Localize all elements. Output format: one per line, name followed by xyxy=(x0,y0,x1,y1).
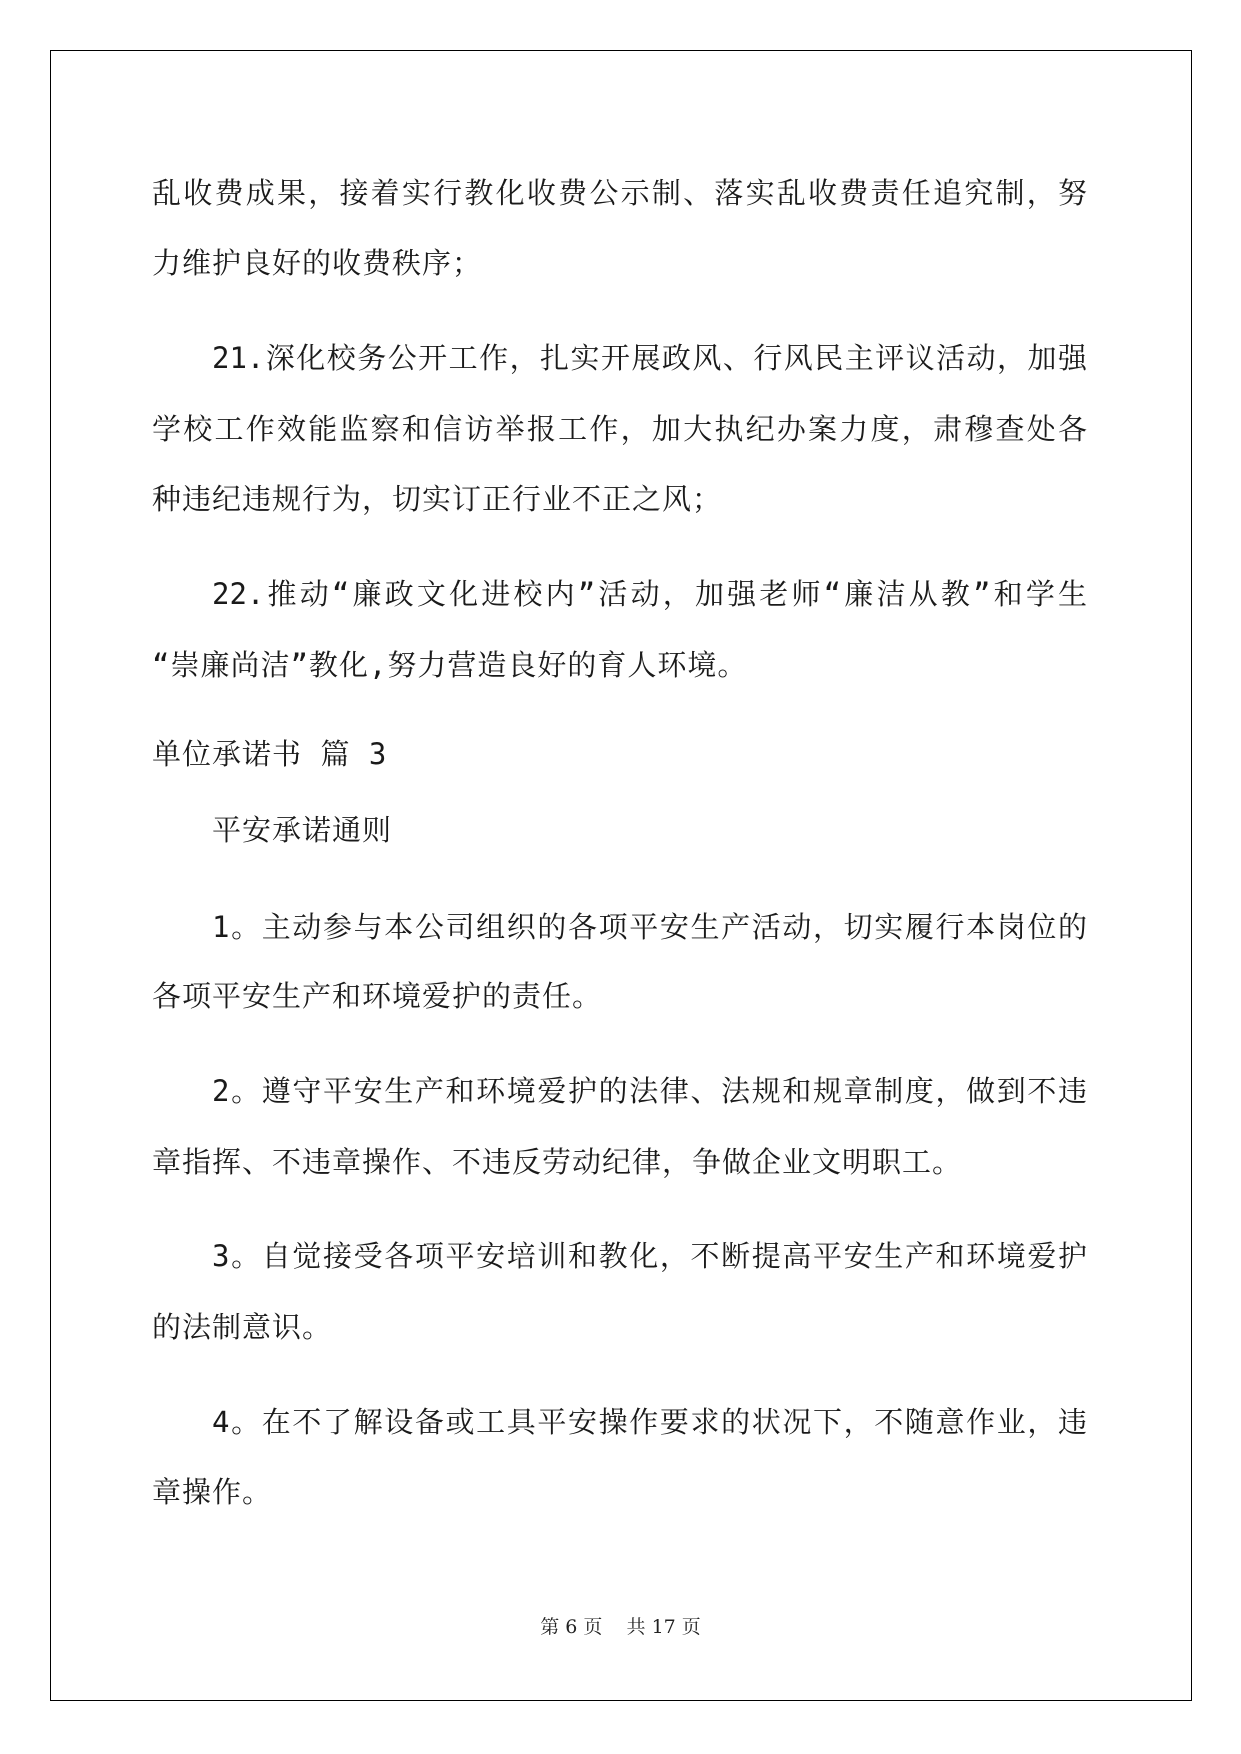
item-21-line-3: 种违纪违规行为，切实订正行业不正之风； xyxy=(152,482,723,516)
item-21-line-1: 21.深化校务公开工作，扎实开展政风、行风民主评议活动，加强 xyxy=(212,341,1087,375)
item-21-line-2: 学校工作效能监察和信访举报工作，加大执纪办案力度，肃穆查处各 xyxy=(152,412,1087,446)
rule-2-line-2: 章指挥、不违章操作、不违反劳动纪律，争做企业文明职工。 xyxy=(152,1145,963,1179)
rule-4-line-2: 章操作。 xyxy=(152,1475,273,1509)
subsection-heading: 平安承诺通则 xyxy=(212,813,393,847)
rule-1-line-1: 1。主动参与本公司组织的各项平安生产活动，切实履行本岗位的 xyxy=(212,910,1087,944)
item-22-line-2: “崇廉尚洁”教化,努力营造良好的育人环境。 xyxy=(152,648,748,682)
item-22-line-1: 22.推动“廉政文化进校内”活动，加强老师“廉洁从教”和学生 xyxy=(212,577,1087,611)
rule-2-line-1: 2。遵守平安生产和环境爱护的法律、法规和规章制度，做到不违 xyxy=(212,1074,1087,1108)
page-footer xyxy=(0,1615,1241,1639)
section-heading: 单位承诺书 篇 3 xyxy=(152,737,388,771)
page-number: 第 6 页 共 17 页 xyxy=(540,1616,701,1638)
body-line-2: 力维护良好的收费秩序； xyxy=(152,246,483,280)
body-line-1: 乱收费成果，接着实行教化收费公示制、落实乱收费责任追究制，努 xyxy=(152,176,1087,210)
rule-4-line-1: 4。在不了解设备或工具平安操作要求的状况下，不随意作业，违 xyxy=(212,1405,1087,1439)
page-border xyxy=(50,50,1192,1701)
rule-3-line-1: 3。自觉接受各项平安培训和教化，不断提高平安生产和环境爱护 xyxy=(212,1239,1087,1273)
rule-1-line-2: 各项平安生产和环境爱护的责任。 xyxy=(152,979,603,1013)
rule-3-line-2: 的法制意识。 xyxy=(152,1310,333,1344)
